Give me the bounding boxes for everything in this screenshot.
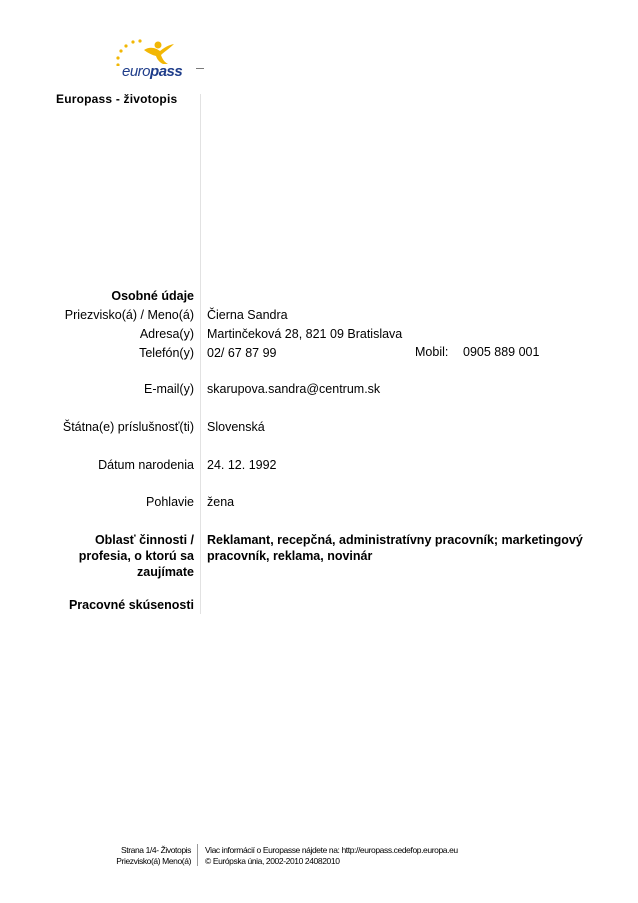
- mobile-value: 0905 889 001: [463, 345, 540, 359]
- experience-section-title: Pracovné skúsenosti: [68, 598, 194, 612]
- footer-info: [205, 845, 458, 867]
- column-divider: [200, 94, 201, 614]
- nationality-value: Slovenská: [207, 420, 265, 434]
- personal-section-title: Osobné údaje: [111, 289, 194, 303]
- phone-label: Telefón(y): [139, 346, 194, 360]
- desired-field-label: Oblasť činnosti / profesia, o ktorú sa zaujímate: [78, 533, 194, 579]
- mobile-label: Mobil:: [415, 345, 449, 359]
- footer-name-line: Priezvisko(á) Meno(á): [116, 856, 191, 866]
- footer-divider: [197, 844, 198, 866]
- europass-stars-figure-icon: [104, 36, 204, 66]
- phone-value: 02/ 67 87 99: [207, 346, 277, 360]
- email-value: skarupova.sandra@centrum.sk: [207, 382, 381, 396]
- desired-field-value: Reklamant, recepčná, administratívny pracovník; marketingový pracovník, reklama, novinár: [207, 533, 583, 563]
- footer-page-line: Strana 1/4- Životopis: [120, 845, 191, 855]
- footer-page-info: [116, 845, 191, 867]
- footer-info-line: Viac informácií o Europasse nájdete na: http://europass.cedefop.europa.eu: [205, 845, 458, 855]
- document-title: Europass - životopis: [56, 92, 178, 106]
- birth-date-label: Dátum narodenia: [98, 458, 194, 472]
- birth-date-value: 24. 12. 1992: [207, 458, 277, 472]
- address-label: Adresa(y): [139, 327, 194, 341]
- gender-value: žena: [207, 495, 235, 509]
- name-label: Priezvisko(á) / Meno(á): [64, 308, 194, 322]
- email-label: E-mail(y): [144, 382, 194, 396]
- gender-label: Pohlavie: [146, 495, 194, 509]
- europass-wordmark: europass: [122, 63, 183, 80]
- europass-logo: [104, 36, 204, 92]
- footer-copyright-line: © Európska únia, 2002-2010 24082010: [205, 856, 340, 866]
- address-value: Martinčeková 28, 821 09 Bratislava: [207, 327, 403, 341]
- nationality-label: Štátna(e) príslušnosť(ti): [62, 420, 194, 434]
- logo-rule: [196, 68, 204, 69]
- name-value: Čierna Sandra: [207, 308, 288, 322]
